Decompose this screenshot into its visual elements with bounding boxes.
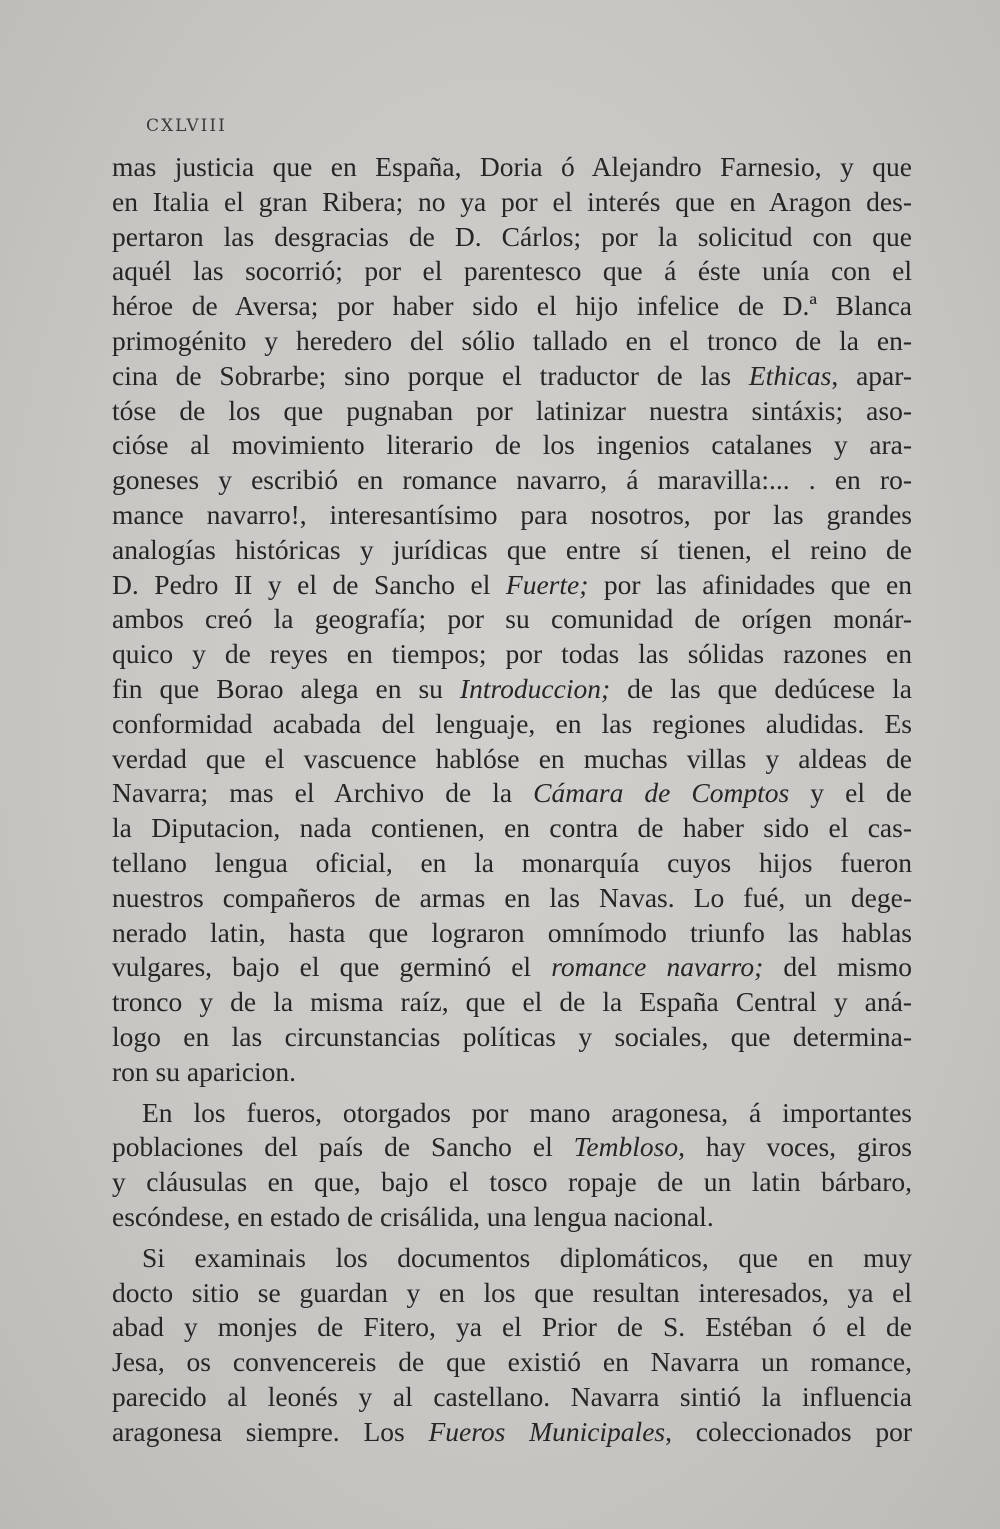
text-segment: escóndese, en estado de crisálida, una lengua nacional. — [112, 1200, 714, 1232]
text-line — [112, 742, 912, 777]
text-line — [112, 289, 912, 324]
text-segment: mance navarro!, interesantísimo para nosotros, por las grandes — [112, 498, 912, 530]
text-line — [112, 498, 912, 533]
text-line — [112, 846, 912, 881]
text-line — [112, 568, 912, 603]
text-segment: , coleccionados por — [665, 1415, 912, 1447]
text-line — [112, 985, 912, 1020]
text-line — [112, 1415, 912, 1450]
text-segment: tronco y de la misma raíz, que el de la España Central y aná- — [112, 986, 912, 1018]
text-segment: Si examinais los documentos diplomáticos, que en muy — [142, 1241, 912, 1273]
text-line — [112, 811, 912, 846]
text-segment: ambos creó la geografía; por su comunidad de orígen monár- — [112, 603, 912, 635]
text-segment: tóse de los que pugnaban por latinizar nuestra sintáxis; aso- — [112, 394, 912, 426]
text-segment: En los fueros, otorgados por mano aragonesa, á importantes — [142, 1096, 912, 1128]
text-line — [112, 1020, 912, 1055]
text-line — [112, 707, 912, 742]
text-segment: en Italia el gran Ribera; no ya por el interés que en Aragon des- — [112, 185, 912, 217]
text-segment: , apar- — [831, 359, 912, 391]
text-line — [112, 533, 912, 568]
text-segment: verdad que el vascuence hablóse en muchas villas y aldeas de — [112, 742, 912, 774]
italic-title: Introduccion; — [459, 672, 611, 704]
text-line — [112, 776, 912, 811]
text-segment: docto sitio se guardan y en los que resultan interesados, ya el — [112, 1276, 912, 1308]
text-segment: primogénito y heredero del sólio tallado en el tronco de la en- — [112, 324, 912, 356]
text-segment: D. Pedro II y el de Sancho el — [112, 568, 506, 600]
text-segment: héroe de Aversa; por haber sido el hijo infelice de D.ª Blanca — [112, 290, 912, 322]
text-segment: la Diputacion, nada contienen, en contra de haber sido el cas- — [112, 812, 912, 844]
text-segment: aragonesa siempre. Los — [112, 1415, 429, 1447]
text-segment: y el de — [789, 777, 913, 809]
italic-title: Fuerte; — [505, 568, 589, 600]
page-folio: CXLVIII — [146, 116, 227, 136]
text-segment: ron su aparicion. — [112, 1055, 297, 1087]
text-segment: tellano lengua oficial, en la monarquía cuyos hijos fueron — [112, 846, 912, 878]
text-line — [112, 1380, 912, 1415]
text-line — [112, 324, 912, 359]
text-line — [112, 428, 912, 463]
italic-title: Fueros Municipales — [428, 1415, 666, 1447]
text-segment: hay voces, giros — [684, 1131, 912, 1163]
text-segment: aquél las socorrió; por el parentesco que á éste unía con el — [112, 255, 912, 287]
text-line — [112, 150, 912, 185]
text-line — [112, 394, 912, 429]
text-line — [112, 1345, 912, 1380]
text-segment: Jesa, os convencereis de que existió en Navarra un romance, — [112, 1346, 912, 1378]
italic-title: Tembloso, — [573, 1131, 685, 1163]
text-segment: de las que dedúcese la — [610, 672, 912, 704]
text-segment: goneses y escribió en romance navarro, á maravilla:... . en ro- — [112, 464, 912, 496]
text-segment: quico y de reyes en tiempos; por todas las sólidas razones en — [112, 638, 912, 670]
text-segment: abad y monjes de Fitero, ya el Prior de S. Estéban ó el de — [112, 1311, 912, 1343]
italic-title: Cámara de Comptos — [533, 777, 790, 809]
text-line — [112, 950, 912, 985]
text-segment: fin que Borao alega en su — [112, 672, 460, 704]
text-line — [112, 1310, 912, 1345]
text-segment: por las afinidades que en — [588, 568, 912, 600]
text-line — [112, 1241, 912, 1276]
text-line — [112, 220, 912, 255]
text-line — [112, 1055, 912, 1090]
text-segment: analogías históricas y jurídicas que entre sí tienen, el reino de — [112, 533, 912, 565]
text-line — [112, 637, 912, 672]
text-segment: del mismo — [763, 951, 912, 983]
text-line — [112, 463, 912, 498]
text-segment: nerado latin, hasta que lograron omnímodo triunfo las hablas — [112, 916, 912, 948]
text-segment: cina de Sobrarbe; sino porque el traductor de las — [112, 359, 749, 391]
text-segment: logo en las circunstancias políticas y sociales, que determina- — [112, 1020, 912, 1052]
text-segment: y cláusulas en que, bajo el tosco ropaje de un latin bárbaro, — [112, 1166, 912, 1198]
text-segment: poblaciones del país de Sancho el — [112, 1131, 574, 1163]
text-line — [112, 1096, 912, 1131]
text-line — [112, 672, 912, 707]
text-segment: parecido al leonés y al castellano. Navarra sintió la influencia — [112, 1380, 912, 1412]
text-line — [112, 1200, 912, 1235]
text-line — [112, 881, 912, 916]
body-text — [112, 150, 912, 1449]
text-line — [112, 254, 912, 289]
text-line — [112, 1276, 912, 1311]
text-line — [112, 185, 912, 220]
italic-title: romance navarro; — [551, 951, 764, 983]
text-line — [112, 359, 912, 394]
italic-title: Ethicas — [748, 359, 832, 391]
text-segment: cióse al movimiento literario de los ingenios catalanes y ara- — [112, 429, 912, 461]
text-segment: mas justicia que en España, Doria ó Alejandro Farnesio, y que — [112, 151, 912, 182]
text-segment: nuestros compañeros de armas en las Navas. Lo fué, un dege- — [112, 881, 912, 913]
text-segment: vulgares, bajo el que germinó el — [112, 951, 552, 983]
text-segment: conformidad acabada del lenguaje, en las regiones aludidas. Es — [112, 707, 912, 739]
text-line — [112, 1165, 912, 1200]
text-segment: pertaron las desgracias de D. Cárlos; por la solicitud con que — [112, 220, 912, 252]
text-line — [112, 602, 912, 637]
text-line — [112, 916, 912, 951]
text-segment: Navarra; mas el Archivo de la — [112, 777, 534, 809]
text-line — [112, 1130, 912, 1165]
